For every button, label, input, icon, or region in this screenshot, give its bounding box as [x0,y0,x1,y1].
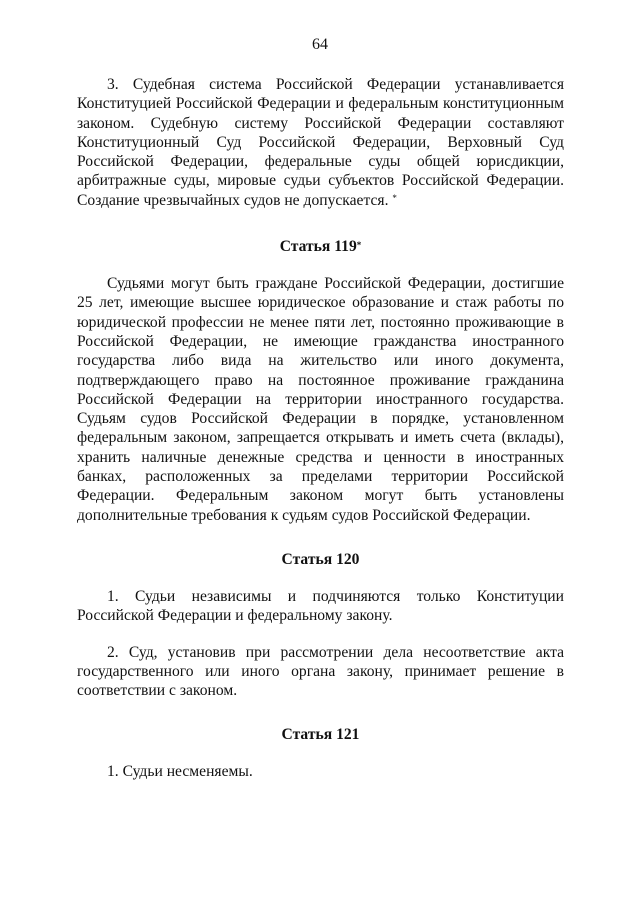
article-119-heading [77,237,564,257]
paragraph-article-120-part-1: 1. Судьи независимы и подчиняются только Конституции Российской Федерации и федеральному закону. [77,587,564,625]
paragraph-article-119: Судьями могут быть граждане Российской Федерации, достигшие 25 лет, имеющие высшее юридическое образование и стаж работы по юридической профессии не менее пяти лет, постоянно проживающие в Российской Федерации, не имеющие гражданства иностранного государства либо вида на жительство или иного документа, подтверждающего право на постоянное проживание гражданина Российской Федерации на территории иностранного государства. Судьям судов Российской Федерации в порядке, установленном федеральным законом, запрещается открывать и иметь счета (вклады), хранить наличные денежные средства и ценности в иностранных банках, расположенных за пределами территории Российской Федерации. Федеральным законом могут быть установлены дополнительные требования к судьям судов Российской Федерации. [77,275,564,524]
article-120-heading: Статья 120 [281,550,360,568]
paragraph-article-121-part-1: 1. Судьи несменяемы. [107,763,253,781]
heading-text: Статья 119 [279,238,357,256]
footnote-marker: * [392,192,397,203]
article-121-heading: Статья 121 [281,726,360,744]
document-body [77,75,564,782]
paragraph-article-118-part-3 [77,75,564,210]
page-number: 64 [312,36,328,53]
footnote-marker: * [356,240,362,251]
paragraph-text: 3. Судебная система Российской Федерации устанавливается Конституцией Российской Федерации и федеральным конституционным законом. Судебную систему Российской Федерации составляют Конституционный Суд Российской Федерации, Верховный Суд Российской Федерации, федеральные суды общей юрисдикции, арбитражные суды, мировые судьи субъектов Российской Федерации. Создание чрезвычайных судов не допускается. [77,76,564,209]
paragraph-article-120-part-2: 2. Суд, установив при рассмотрении дела несоответствие акта государственного или иного органа закону, принимает решение в соответствии с законом. [77,643,564,700]
